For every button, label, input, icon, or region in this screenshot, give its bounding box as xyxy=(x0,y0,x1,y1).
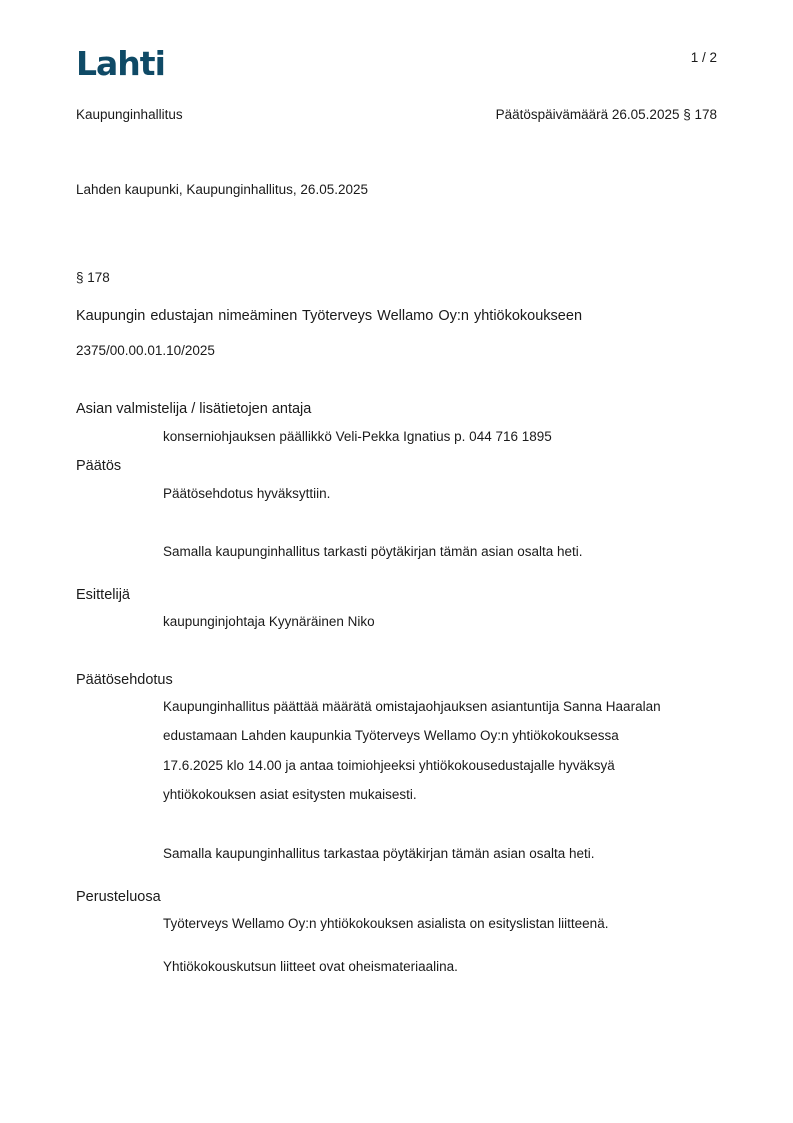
proposal-line: 17.6.2025 klo 14.00 ja antaa toimiohjeeksi yhtiökokousedustajalle hyväksyä xyxy=(163,758,615,773)
preparer-text: konserniohjauksen päällikkö Veli-Pekka Ignatius p. 044 716 1895 xyxy=(163,429,552,444)
rationale-heading: Perusteluosa xyxy=(76,889,161,905)
decision-paragraph: Samalla kaupunginhallitus tarkasti pöytäkirjan tämän asian osalta heti. xyxy=(163,544,583,559)
proposal-line: yhtiökokouksen asiat esitysten mukaisesti. xyxy=(163,787,417,802)
preparer-heading: Asian valmistelija / lisätietojen antaja xyxy=(76,401,312,417)
decision-paragraph: Päätösehdotus hyväksyttiin. xyxy=(163,486,331,501)
rationale-paragraph: Yhtiökokouskutsun liitteet ovat oheismateriaalina. xyxy=(163,959,458,974)
page-number: 1 / 2 xyxy=(690,50,717,65)
document-title: Kaupungin edustajan nimeäminen Työterveys Wellamo Oy:n yhtiökokoukseen xyxy=(76,308,583,324)
rationale-paragraph: Työterveys Wellamo Oy:n yhtiökokouksen asialista on esityslistan liitteenä. xyxy=(163,916,609,931)
proposal-heading: Päätösehdotus xyxy=(76,672,173,688)
presenter-heading: Esittelijä xyxy=(76,587,130,603)
reference-number: 2375/00.00.01.10/2025 xyxy=(76,343,215,358)
header-body: Kaupunginhallitus xyxy=(76,107,183,122)
proposal-line: Kaupunginhallitus päättää määrätä omistajaohjauksen asiantuntija Sanna Haaralan xyxy=(163,699,661,714)
decision-date: Päätöspäivämäärä 26.05.2025 § 178 xyxy=(495,107,717,122)
decision-heading: Päätös xyxy=(76,458,122,474)
proposal-line: edustamaan Lahden kaupunkia Työterveys Wellamo Oy:n yhtiökokouksessa xyxy=(163,728,619,743)
section-number: § 178 xyxy=(76,270,110,285)
proposal-paragraph: Samalla kaupunginhallitus tarkastaa pöytäkirjan tämän asian osalta heti. xyxy=(163,846,595,861)
lahti-logo: Lahti xyxy=(76,44,165,83)
presenter-text: kaupunginjohtaja Kyynäräinen Niko xyxy=(163,614,375,629)
meeting-line: Lahden kaupunki, Kaupunginhallitus, 26.05.2025 xyxy=(76,182,368,197)
